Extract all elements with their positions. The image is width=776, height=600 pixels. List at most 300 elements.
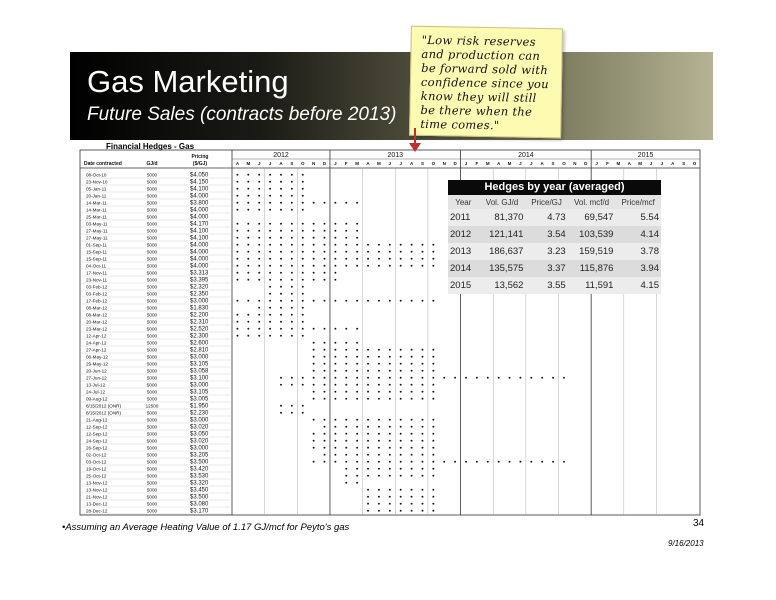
month-label: D [322,161,327,166]
hedge-month-dot [313,461,315,463]
month-label: M [485,161,490,166]
hedge-month-dot [313,370,315,372]
hedge-month-dot [422,433,424,435]
hedge-month-dot [356,202,358,204]
hedge-month-dot [236,237,238,239]
hedge-month-dot [422,244,424,246]
hedge-month-dot [269,314,271,316]
hedge-month-dot [563,461,565,463]
hedge-month-dot [313,433,315,435]
hedge-month-dot [422,475,424,477]
row-date: 03-Oct-12 [86,459,107,465]
hedge-month-dot [432,258,434,260]
hedge-month-dot [367,258,369,260]
hedge-month-dot [302,335,304,337]
hedge-month-dot [400,363,402,365]
hedge-month-dot [258,279,260,281]
row-price: $3.000 [190,354,209,361]
hedge-month-dot [334,265,336,267]
hedge-month-dot [378,384,380,386]
hedge-month-dot [432,265,434,267]
hedge-month-dot [356,265,358,267]
hedge-month-dot [432,419,434,421]
note-line: "Low risk reserves [421,32,537,49]
hedge-month-dot [324,342,326,344]
row-qty: 5000 [146,354,158,360]
row-qty: 5000 [146,410,158,416]
row-price: $3.100 [190,375,209,382]
hedge-month-dot [541,461,543,463]
hedge-month-dot [302,405,304,407]
note-line: confidence since you [420,74,550,92]
hedge-month-dot [313,328,315,330]
vol-mcf-cell: 69,547 [568,209,616,226]
hedge-month-dot [313,349,315,351]
hedge-month-dot [269,209,271,211]
hedge-month-dot [258,272,260,274]
hedge-month-dot [258,314,260,316]
hedge-month-dot [302,314,304,316]
hedge-month-dot [432,384,434,386]
row-qty: 5000 [146,291,158,297]
row-price: $4.100 [190,235,209,242]
month-label: S [290,161,294,166]
hedge-month-dot [269,335,271,337]
hedge-month-dot [247,328,249,330]
row-qty: 5000 [146,494,158,500]
hedge-month-dot [302,209,304,211]
row-price: $4.100 [190,228,209,235]
hedge-month-dot [432,468,434,470]
hedge-month-dot [324,440,326,442]
hedge-month-dot [400,300,402,302]
hedge-month-dot [432,503,434,505]
table-row [448,243,661,260]
hedge-month-dot [324,272,326,274]
hedge-month-dot [345,363,347,365]
note-line: be there when the [420,102,533,119]
month-label: N [442,161,446,166]
hedge-month-dot [236,328,238,330]
hedge-month-dot [269,265,271,267]
hedge-month-dot [400,398,402,400]
hedge-month-dot [291,384,293,386]
month-label: A [409,161,414,166]
hedge-month-dot [291,237,293,239]
hedge-month-dot [422,349,424,351]
month-label: M [246,161,251,166]
row-price: $3.395 [190,277,209,284]
hedge-month-dot [367,440,369,442]
hedge-month-dot [345,300,347,302]
row-date: 17-Nov-11 [86,270,108,276]
hedge-month-dot [356,398,358,400]
hedge-month-dot [258,307,260,309]
hedge-month-dot [280,174,282,176]
hedge-month-dot [334,202,336,204]
row-date: 13-Dec-12 [86,501,108,507]
month-label: J [519,161,522,166]
hedge-month-dot [367,447,369,449]
hedge-month-dot [280,314,282,316]
row-qty: 5000 [146,382,158,388]
row-price: $3.800 [190,200,209,207]
hedge-month-dot [345,384,347,386]
hedge-month-dot [291,328,293,330]
hedge-month-dot [280,181,282,183]
year-label: 2013 [387,152,404,159]
row-date: 15-Sep-11 [86,249,108,255]
hedge-month-dot [258,265,260,267]
hedge-month-dot [313,300,315,302]
hedge-month-dot [400,356,402,358]
year-cell: 2015 [448,277,479,294]
row-qty: 5000 [146,298,158,304]
row-qty: 5000 [146,249,158,255]
row-price: $2.310 [190,319,209,326]
hedge-month-dot [334,223,336,225]
row-price: $1.830 [190,305,209,312]
row-date: 20-Jun-12 [86,368,107,374]
hedge-month-dot [367,454,369,456]
hedge-month-dot [378,398,380,400]
row-qty: 5000 [146,473,158,479]
row-qty: 5000 [146,228,158,234]
hedge-month-dot [269,279,271,281]
row-date: 14-Mar-11 [86,200,107,206]
row-price: $3.170 [190,508,209,515]
hedge-month-dot [400,468,402,470]
row-qty: 5000 [146,172,158,178]
row-qty: 5000 [146,417,158,423]
hedge-month-dot [280,412,282,414]
hedge-month-dot [422,363,424,365]
row-qty: 5000 [146,270,158,276]
row-qty: 5000 [146,361,158,367]
hedge-month-dot [411,475,413,477]
table-row [448,277,661,294]
hedge-month-dot [291,300,293,302]
month-label: J [649,161,653,166]
hedge-month-dot [313,258,315,260]
hedge-month-dot [302,272,304,274]
hedge-month-dot [280,286,282,288]
hedge-month-dot [236,321,238,323]
col-header-qty: GJ/d [146,161,158,167]
row-date: 27-Apr-12 [86,347,107,353]
hedge-month-dot [367,475,369,477]
hedge-month-dot [432,300,434,302]
hedge-month-dot [378,363,380,365]
hedge-month-dot [269,328,271,330]
hedge-month-dot [291,412,293,414]
hedge-month-dot [334,461,336,463]
row-qty: 5000 [146,396,158,402]
hedge-month-dot [422,461,424,463]
hedge-month-dot [411,468,413,470]
row-qty: 5000 [146,438,158,444]
hedge-month-dot [324,384,326,386]
month-label: N [312,161,316,166]
row-date: 08-Oct-10 [86,172,107,178]
hedge-month-dot [443,461,445,463]
hedge-month-dot [389,503,391,505]
hedge-month-dot [356,370,358,372]
hedge-month-dot [291,405,293,407]
hedge-month-dot [247,335,249,337]
month-label: A [235,161,240,166]
hedge-month-dot [367,244,369,246]
hedge-month-dot [378,461,380,463]
hedge-month-dot [345,391,347,393]
hedge-month-dot [324,377,326,379]
hedge-month-dot [291,321,293,323]
hedge-month-dot [411,503,413,505]
col-vol-mcf: Vol. mcf/d [568,195,616,209]
hedge-month-dot [345,244,347,246]
month-label: A [540,161,544,166]
hedge-month-dot [378,496,380,498]
hedge-month-dot [280,328,282,330]
hedge-month-dot [345,461,347,463]
month-label: F [344,161,348,166]
hedge-month-dot [356,328,358,330]
price-gj-cell: 3.37 [525,260,567,277]
hedge-month-dot [400,384,402,386]
hedge-month-dot [411,300,413,302]
hedge-month-dot [280,209,282,211]
hedge-month-dot [378,370,380,372]
hedge-month-dot [400,454,402,456]
hedge-month-dot [302,237,304,239]
hedge-month-dot [400,251,402,253]
hedge-month-dot [334,244,336,246]
month-label: D [584,161,588,166]
hedge-month-dot [258,300,260,302]
hedge-month-dot [432,433,434,435]
hedge-month-dot [541,377,543,379]
price-mcf-cell: 5.54 [615,209,661,226]
month-label: D [453,161,457,166]
row-date: 28-Dec-12 [86,508,108,514]
month-label: M [638,161,643,166]
hedge-month-dot [454,461,456,463]
hedge-month-dot [236,258,238,260]
hedge-month-dot [367,356,369,358]
row-qty: 5000 [146,508,158,514]
hedge-month-dot [432,251,434,253]
month-label: J [257,161,261,166]
hedge-month-dot [487,377,489,379]
hedge-month-dot [302,293,304,295]
row-date: 01-Sep-11 [86,242,108,248]
hedge-month-dot [247,251,249,253]
hedge-month-dot [400,440,402,442]
hedge-month-dot [313,279,315,281]
hedge-month-dot [334,419,336,421]
hedge-month-dot [269,272,271,274]
hedge-month-dot [498,461,500,463]
hedge-month-dot [378,391,380,393]
month-label: A [366,161,370,166]
note-line: and production can [421,46,541,63]
vol-mcf-cell: 103,539 [568,226,616,243]
hedge-month-dot [367,251,369,253]
hedge-month-dot [356,230,358,232]
hedge-month-dot [324,223,326,225]
row-qty: 5000 [146,326,158,332]
hedge-month-dot [345,230,347,232]
vol-gj-cell: 121,141 [479,226,526,243]
hedge-month-dot [367,384,369,386]
hedge-month-dot [324,363,326,365]
hedge-month-dot [313,342,315,344]
hedges-by-year-header-row [448,195,661,209]
hedge-month-dot [269,286,271,288]
hedge-month-dot [334,391,336,393]
hedge-month-dot [313,237,315,239]
vol-gj-cell: 81,370 [479,209,526,226]
row-price: $2.600 [190,340,209,347]
row-price: $3.000 [190,417,209,424]
hedge-month-dot [367,265,369,267]
hedge-month-dot [280,335,282,337]
hedge-month-dot [324,454,326,456]
row-date: 05-Jan-11 [86,186,107,192]
hedge-month-dot [236,195,238,197]
price-gj-cell: 3.23 [525,243,567,260]
row-date: 20-Mar-12 [86,319,108,325]
month-label: M [377,161,381,166]
hedge-month-dot [345,265,347,267]
row-price: $4.050 [190,172,209,179]
hedge-month-dot [291,209,293,211]
hedge-month-dot [400,433,402,435]
hedge-month-dot [422,356,424,358]
hedge-month-dot [389,398,391,400]
hedge-month-dot [367,503,369,505]
hedge-month-dot [302,258,304,260]
price-mcf-cell: 3.78 [615,243,661,260]
hedge-month-dot [280,202,282,204]
hedge-month-dot [334,230,336,232]
month-label: O [431,161,436,166]
hedge-month-dot [389,475,391,477]
hedge-month-dot [258,209,260,211]
hedges-by-year-title: Hedges by year (averaged) [448,180,661,195]
month-label: F [475,161,479,166]
hedge-month-dot [291,223,293,225]
row-price: $4.000 [190,214,209,221]
row-price: $3.450 [190,487,209,494]
row-price: $2.520 [190,326,209,333]
hedge-month-dot [389,489,391,491]
hedge-month-dot [367,489,369,491]
row-price: $2.300 [190,333,209,340]
hedge-month-dot [411,419,413,421]
hedge-month-dot [400,496,402,498]
vol-gj-cell: 186,637 [479,243,526,260]
hedge-month-dot [400,426,402,428]
month-label: S [420,161,424,166]
price-gj-cell: 3.54 [525,226,567,243]
hedge-month-dot [280,265,282,267]
row-price: $4.170 [190,221,209,228]
hedge-month-dot [552,461,554,463]
hedge-month-dot [563,377,565,379]
col-header-date: Date contracted [84,161,122,167]
hedge-month-dot [236,188,238,190]
hedge-month-dot [291,251,293,253]
year-cell: 2011 [448,209,479,226]
hedge-month-dot [345,349,347,351]
hedge-month-dot [334,328,336,330]
callout-arrow-head [409,143,421,152]
row-qty: 5000 [146,466,158,472]
hedge-month-dot [291,230,293,232]
hedge-month-dot [422,384,424,386]
note-line: be forward sold with [421,60,549,78]
hedge-month-dot [378,475,380,477]
hedge-month-dot [334,279,336,281]
hedge-month-dot [324,202,326,204]
hedge-month-dot [313,244,315,246]
hedge-month-dot [411,433,413,435]
row-price: $2.230 [190,410,209,417]
row-price: $3.050 [190,431,209,438]
hedge-month-dot [247,174,249,176]
hedge-month-dot [367,363,369,365]
year-label: 2012 [273,152,289,159]
row-date: 24-Sep-12 [86,438,108,444]
hedge-month-dot [247,244,249,246]
row-date: 03-Feb-12 [86,284,108,290]
hedge-month-dot [324,265,326,267]
row-date: 20-Jan-11 [86,193,107,199]
hedge-month-dot [389,510,391,512]
hedge-month-dot [280,258,282,260]
hedge-month-dot [269,321,271,323]
row-qty: 5000 [146,319,158,325]
hedge-month-dot [345,342,347,344]
hedge-month-dot [345,475,347,477]
row-date: 12-Apr-12 [86,333,107,339]
page-title: Gas Marketing [87,64,289,99]
table-title: Financial Hedges - Gas [106,142,195,151]
hedge-month-dot [367,370,369,372]
hedge-month-dot [378,258,380,260]
hedge-month-dot [334,300,336,302]
table-row [448,209,661,226]
hedge-month-dot [432,398,434,400]
row-date: 08-May-12 [86,354,108,360]
hedge-month-dot [291,286,293,288]
hedge-month-dot [378,356,380,358]
row-date: 24-Jul-12 [86,389,106,395]
hedge-month-dot [400,475,402,477]
row-date: 26-Sep-12 [86,445,108,451]
hedge-month-dot [334,258,336,260]
row-date: 15-Sep-11 [86,256,108,262]
row-qty: 5000 [146,340,158,346]
hedge-month-dot [432,461,434,463]
month-label: J [530,161,533,166]
hedge-month-dot [302,230,304,232]
hedge-month-dot [302,265,304,267]
hedge-month-dot [345,468,347,470]
row-qty: 5000 [146,389,158,395]
hedge-month-dot [324,356,326,358]
